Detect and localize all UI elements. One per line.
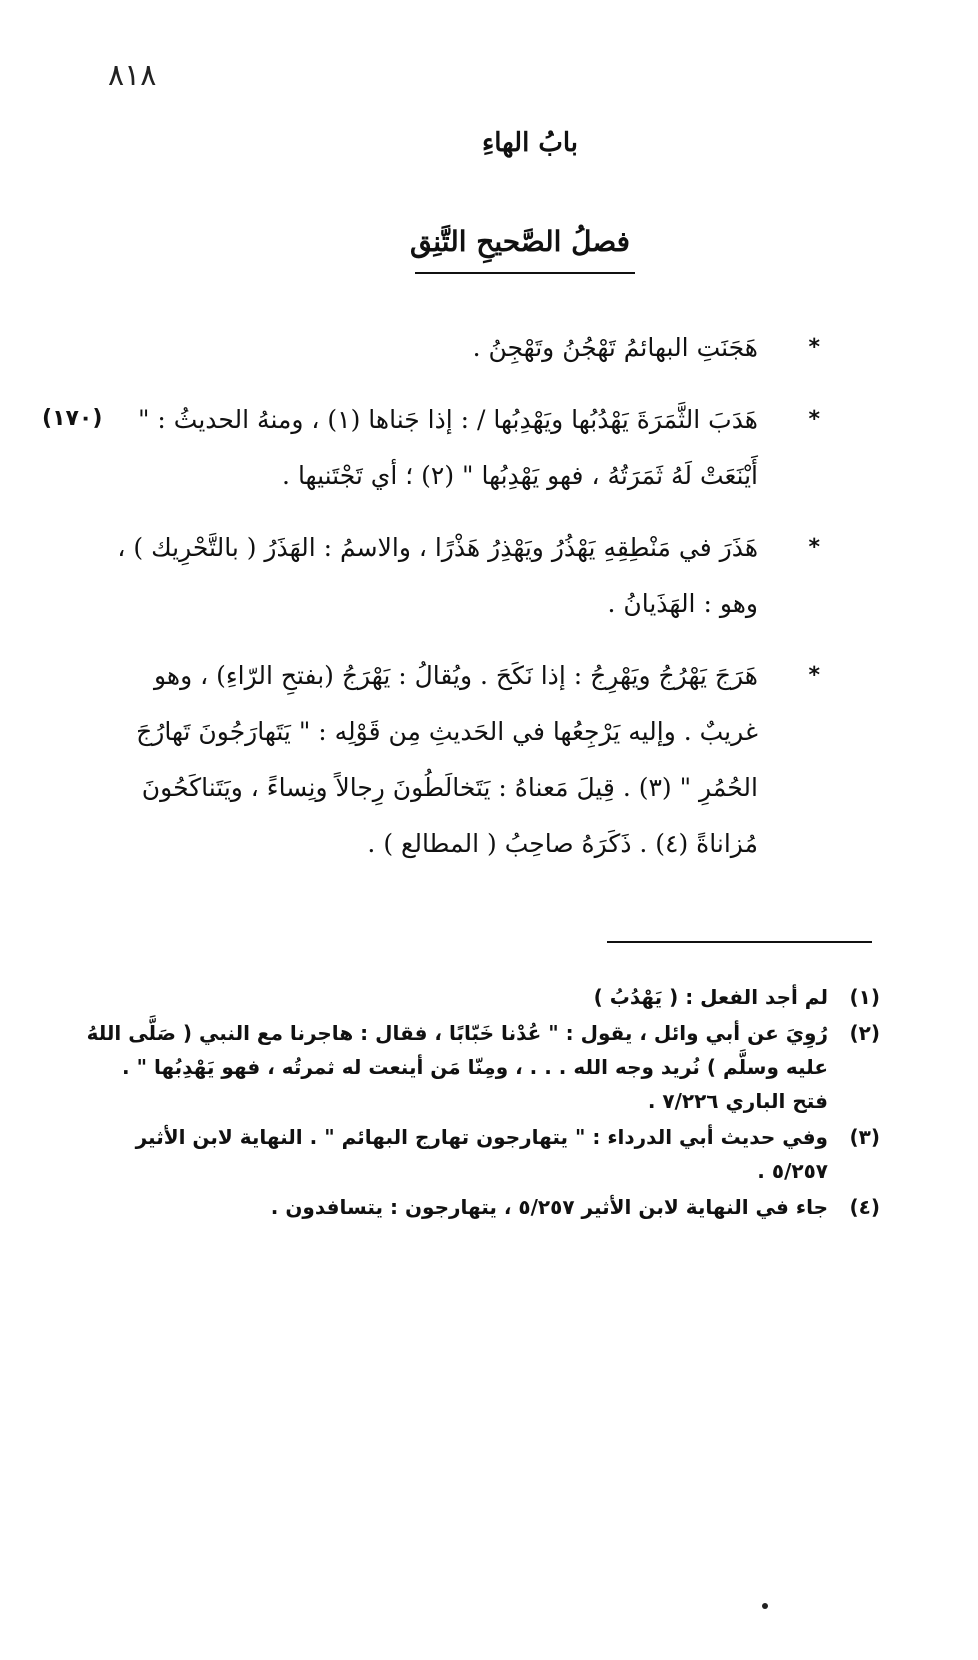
section-title-underline	[415, 272, 635, 274]
entry-text: هَجَنَتِ البهائمُ تَهْجُنُ وتَهْجِنُ .	[472, 333, 758, 362]
footnote	[80, 980, 880, 1014]
footnote-number: (٢)	[849, 1021, 880, 1045]
entry-text: هَذَرَ في مَنْطِقِهِ يَهْذُرُ ويَهْذِرُ هَذْرًا ، والاسمُ : الهَذَرُ ( بالتَّحْرِيك ) ، وهو : الهَذَيانُ .	[117, 533, 758, 618]
footnote-separator	[607, 941, 872, 943]
section-title: فصلُ الصَّحيحِ التَّنِق	[409, 225, 631, 258]
entry-marker: *	[808, 335, 820, 360]
footnote-number: (١)	[849, 985, 880, 1009]
footnote-text: جاء في النهاية لابن الأثير ٥/٢٥٧ ، يتهارجون : يتسافدون .	[270, 1195, 828, 1219]
margin-page-reference: (١٧٠)	[42, 406, 103, 431]
chapter-title: بابُ الهاءِ	[482, 128, 578, 158]
dictionary-entry	[100, 520, 820, 632]
footnotes	[80, 980, 880, 1226]
footnote-number: (٤)	[849, 1195, 880, 1219]
main-text	[100, 320, 820, 888]
entry-marker: *	[808, 535, 820, 560]
footnote-number: (٣)	[849, 1125, 880, 1149]
scan-speck	[762, 1603, 768, 1609]
footnote	[80, 1190, 880, 1224]
page-number: ٨١٨	[108, 58, 157, 93]
dictionary-entry	[100, 648, 820, 872]
entry-marker: *	[808, 407, 820, 432]
footnote	[80, 1016, 880, 1118]
footnote-text: رُوِيَ عن أبي وائل ، يقول : " عُدْنا خَبّابًا ، فقال : هاجرنا مع النبي ( صَلَّى اللهُ عليه وسلَّم ) نُريد وجه الله . . . ، ومِنّا مَن أينعت له ثمرتُه ، فهو يَهْدِبُها " . فتح الباري ٧/٢٢٦ .	[86, 1021, 828, 1113]
dictionary-entry	[100, 392, 820, 504]
footnote-text: لم أجد الفعل : ( يَهْدُبُ )	[593, 985, 828, 1009]
dictionary-entry	[100, 320, 820, 376]
entry-text: هَدَبَ الثَّمَرَةَ يَهْدُبُها ويَهْدِبُها / : إذا جَناها (١) ، ومنهُ الحديثُ : " أَيْنَعَتْ لَهُ ثَمَرَتُهُ ، فهو يَهْدِبُها " (٢) ؛ أي تَجْتَنيها .	[137, 405, 758, 490]
footnote-text: وفي حديث أبي الدرداء : " يتهارجون تهارج البهائم " . النهاية لابن الأثير ٥/٢٥٧ .	[135, 1125, 828, 1183]
footnote	[80, 1120, 880, 1188]
entry-marker: *	[808, 663, 820, 688]
entry-text: هَرَجَ يَهْرُجُ ويَهْرِجُ : إذا نَكَحَ . ويُقالُ : يَهْرَجُ (بفتحِ الرّاءِ) ، وهو غريبٌ . وإليه يَرْجِعُها في الحَديثِ مِن قَوْلِه : " يَتَهارَجُونَ تَهارُجَ الحُمُرِ " (٣) . قِيلَ مَعناهُ : يَتَخالَطُونَ رِجالاً ونِساءً ، ويَتَناكَحُونَ مُزاناةً (٤) . ذَكَرَهُ صاحِبُ ( المطالع ) .	[136, 661, 758, 858]
